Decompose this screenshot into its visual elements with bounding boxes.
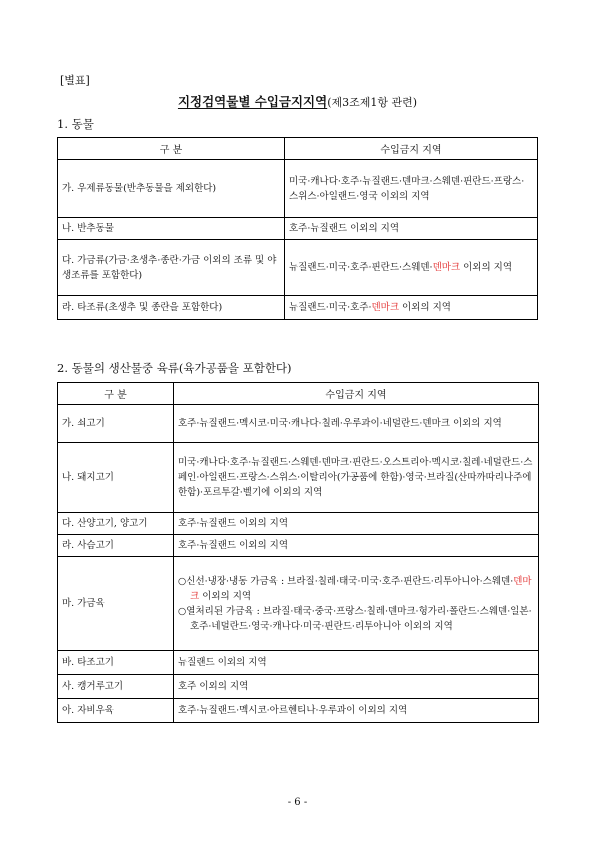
section1-heading: 1. 동물 [57, 117, 94, 131]
table-row [58, 557, 539, 651]
appendix-label: [별표] [60, 74, 90, 87]
row-category: 나. 돼지고기 [58, 443, 174, 513]
table-row [58, 675, 539, 699]
row-category: 라. 타조류(초생추 및 종란을 포함한다) [58, 296, 285, 320]
row-region: 호주·뉴질랜드·멕시코·아르헨티나·우루과이 이외의 지역 [174, 699, 539, 723]
row-category: 라. 사슴고기 [58, 535, 174, 557]
row-category: 다. 가금류(가금·초생추·종란·가금 이외의 조류 및 야생조류를 포함한다) [58, 240, 285, 296]
highlight-red: 덴마크 [190, 575, 532, 602]
row-category: 가. 우제류동물(반추동물을 제외한다) [58, 160, 285, 218]
highlight-red: 덴마크 [371, 302, 400, 313]
row-region: 호주·뉴질랜드 이외의 지역 [174, 513, 539, 535]
row-region: 호주·뉴질랜드·멕시코·미국·캐나다·칠레·우루과이·네덜란드·덴마크 이외의 지역 [174, 405, 539, 443]
table-row [58, 405, 539, 443]
poultry-fresh-line: ○신선·냉장·냉동 가금육 : 브라질·칠레·태국·미국·호주·핀란드·리투아니아·스웨덴·덴마크 이외의 지역 [178, 575, 532, 602]
meat-table [57, 382, 539, 723]
title-main: 지정검역물별 수입금지지역 [177, 94, 328, 109]
row-category: 다. 산양고기, 양고기 [58, 513, 174, 535]
row-region: 미국·캐나다·호주·뉴질랜드·스웨덴·덴마크·핀란드·오스트리아·멕시코·칠레·네덜란드·스페인·아일랜드·프랑스·스위스·이탈리아(가공품에 한함)·영국·브라질(산따까따리나주에 한함)·포르투갈·벨기에 이외의 지역 [174, 443, 539, 513]
title-sub: (제3조제1항 관련) [327, 96, 418, 109]
col-region-header: 수입금지 지역 [174, 383, 539, 405]
col-category-header: 구 분 [58, 383, 174, 405]
page-number: - 6 - [287, 797, 308, 808]
row-region: 호주·뉴질랜드 이외의 지역 [174, 535, 539, 557]
poultry-heated-line: ○열처리된 가금육 : 브라질·태국·중국·프랑스·칠레·덴마크·헝가리·폴란드·스웨덴·일본·호주·네덜란드·영국·캐나다·미국·핀란드·리투아니아 이외의 지역 [178, 605, 532, 632]
row-region: 뉴질랜드·미국·호주·핀란드·스웨덴·덴마크 이외의 지역 [285, 240, 538, 296]
row-region: 뉴질랜드 이외의 지역 [174, 651, 539, 675]
row-category: 아. 자비우육 [58, 699, 174, 723]
row-region [174, 557, 539, 651]
row-category: 마. 가금육 [58, 557, 174, 651]
row-region: 뉴질랜드·미국·호주·덴마크 이외의 지역 [285, 296, 538, 320]
table-row [58, 513, 539, 535]
table-row [58, 218, 538, 240]
table-row [58, 699, 539, 723]
table-row [58, 535, 539, 557]
table-row [58, 160, 538, 218]
row-category: 나. 반추동물 [58, 218, 285, 240]
row-category: 바. 타조고기 [58, 651, 174, 675]
animals-table [57, 137, 538, 320]
table-row [58, 443, 539, 513]
document-title [0, 92, 595, 110]
col-region-header: 수입금지 지역 [285, 138, 538, 160]
row-region: 호주·뉴질랜드 이외의 지역 [285, 218, 538, 240]
col-category-header: 구 분 [58, 138, 285, 160]
row-category: 가. 쇠고기 [58, 405, 174, 443]
row-category: 사. 캥거루고기 [58, 675, 174, 699]
table-row [58, 651, 539, 675]
table-row [58, 296, 538, 320]
table-row [58, 240, 538, 296]
highlight-red: 덴마크 [432, 262, 461, 273]
row-region: 미국·캐나다·호주·뉴질랜드·덴마크·스웨덴·핀란드·프랑스·스위스·아일랜드·영국 이외의 지역 [285, 160, 538, 218]
row-region: 호주 이외의 지역 [174, 675, 539, 699]
section2-heading: 2. 동물의 생산물중 육류(육가공품을 포함한다) [57, 361, 292, 375]
